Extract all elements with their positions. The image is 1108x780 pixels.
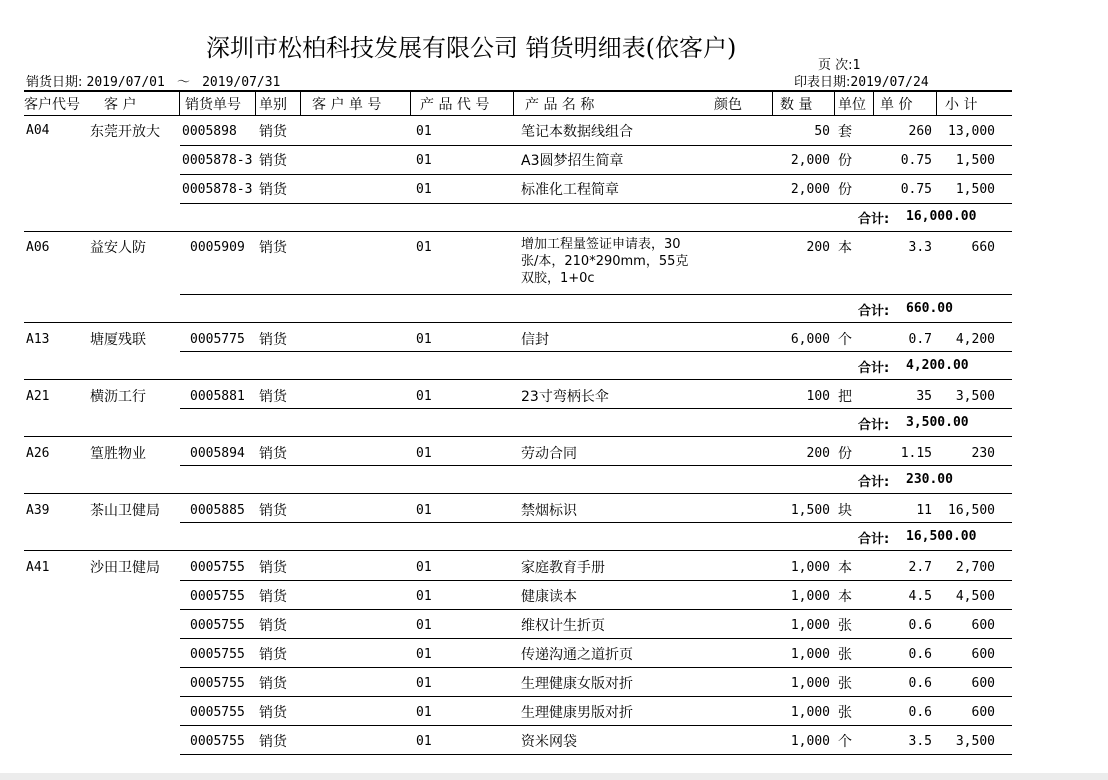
page-label: 页 次: bbox=[818, 58, 853, 73]
unit-price: 3.5 bbox=[908, 734, 932, 749]
quantity: 1,000 bbox=[790, 734, 830, 749]
product-name: 健康读本 bbox=[521, 589, 577, 605]
product-name: 生理健康女版对折 bbox=[521, 676, 633, 692]
row-rule bbox=[180, 638, 1012, 639]
line-amount: 4,200 bbox=[955, 332, 995, 347]
product-name: 标准化工程简章 bbox=[521, 182, 619, 198]
unit-price: 11 bbox=[916, 503, 932, 518]
unit: 本 bbox=[838, 240, 852, 256]
quantity: 1,000 bbox=[790, 647, 830, 662]
product-code: 01 bbox=[416, 503, 432, 518]
row-rule bbox=[180, 725, 1012, 726]
order-type: 销货 bbox=[259, 705, 287, 721]
col-header-qty: 数 量 bbox=[780, 97, 813, 113]
group-rule bbox=[24, 379, 1012, 380]
col-divider bbox=[834, 92, 835, 116]
customer-name: 茶山卫健局 bbox=[90, 503, 160, 519]
customer-name: 塘厦残联 bbox=[90, 332, 146, 348]
row-rule bbox=[180, 203, 1012, 204]
order-no: 0005775 bbox=[190, 332, 245, 347]
order-no: 0005755 bbox=[190, 647, 245, 662]
order-type: 销货 bbox=[259, 332, 287, 348]
row-rule bbox=[180, 408, 1012, 409]
row-rule bbox=[180, 609, 1012, 610]
row-rule bbox=[180, 145, 1012, 146]
order-type: 销货 bbox=[259, 389, 287, 405]
order-no: 0005898 bbox=[182, 124, 237, 139]
product-name: 23寸弯柄长伞 bbox=[521, 389, 609, 405]
quantity: 200 bbox=[806, 240, 830, 255]
customer-code: A06 bbox=[26, 240, 50, 255]
quantity: 1,000 bbox=[790, 705, 830, 720]
line-amount: 3,500 bbox=[955, 389, 995, 404]
col-header-price: 单 价 bbox=[880, 97, 913, 113]
col-header-order-no: 销货单号 bbox=[185, 97, 241, 113]
product-name: 维权计生折页 bbox=[521, 618, 605, 634]
customer-name: 横沥工行 bbox=[90, 389, 146, 405]
product-name: 禁烟标识 bbox=[521, 503, 577, 519]
col-header-product-name: 产 品 名 称 bbox=[525, 97, 595, 113]
subtotal-value: 16,000.00 bbox=[906, 209, 977, 224]
product-code: 01 bbox=[416, 332, 432, 347]
col-header-unit: 单位 bbox=[838, 97, 866, 113]
date-range bbox=[26, 71, 280, 90]
subtotal-value: 3,500.00 bbox=[906, 415, 969, 430]
unit: 份 bbox=[838, 153, 852, 169]
line-amount: 1,500 bbox=[955, 182, 995, 197]
order-no: 0005878-3 bbox=[182, 153, 253, 168]
order-no: 0005894 bbox=[190, 446, 245, 461]
customer-code: A39 bbox=[26, 503, 50, 518]
order-type: 销货 bbox=[259, 182, 287, 198]
order-no: 0005755 bbox=[190, 705, 245, 720]
quantity: 2,000 bbox=[790, 182, 830, 197]
customer-code: A13 bbox=[26, 332, 50, 347]
col-divider bbox=[772, 92, 773, 116]
quantity: 6,000 bbox=[790, 332, 830, 347]
col-header-product-code: 产 品 代 号 bbox=[420, 97, 490, 113]
row-rule bbox=[180, 351, 1012, 352]
subtotal-value: 4,200.00 bbox=[906, 358, 969, 373]
order-no: 0005909 bbox=[190, 240, 245, 255]
product-name: A3圆梦招生简章 bbox=[521, 153, 624, 169]
unit: 个 bbox=[838, 734, 852, 750]
unit-price: 1.15 bbox=[900, 446, 932, 461]
order-type: 销货 bbox=[259, 676, 287, 692]
unit: 块 bbox=[838, 503, 852, 519]
col-header-customer-code: 客户代号 bbox=[24, 97, 80, 113]
print-date-value: 2019/07/24 bbox=[850, 75, 929, 90]
product-code: 01 bbox=[416, 153, 432, 168]
unit-price: 0.6 bbox=[908, 647, 932, 662]
order-no: 0005755 bbox=[190, 734, 245, 749]
product-name: 资米网袋 bbox=[521, 734, 577, 750]
group-rule bbox=[24, 493, 1012, 494]
order-type: 销货 bbox=[259, 124, 287, 140]
row-rule bbox=[180, 522, 1012, 523]
unit-price: 3.3 bbox=[908, 240, 932, 255]
viewer-bottom-edge bbox=[0, 773, 1108, 780]
line-amount: 600 bbox=[971, 705, 995, 720]
col-header-type: 单别 bbox=[259, 97, 287, 113]
row-rule bbox=[180, 667, 1012, 668]
col-header-cust-order-no: 客 户 单 号 bbox=[312, 97, 382, 113]
unit: 本 bbox=[838, 560, 852, 576]
product-code: 01 bbox=[416, 676, 432, 691]
subtotal-label: 合计: bbox=[858, 475, 890, 490]
unit: 份 bbox=[838, 182, 852, 198]
subtotal-label: 合计: bbox=[858, 212, 890, 227]
subtotal-label: 合计: bbox=[858, 418, 890, 433]
product-code: 01 bbox=[416, 589, 432, 604]
group-rule bbox=[24, 322, 1012, 323]
unit: 份 bbox=[838, 446, 852, 462]
unit-price: 2.7 bbox=[908, 560, 932, 575]
order-type: 销货 bbox=[259, 503, 287, 519]
product-name: 笔记本数据线组合 bbox=[521, 124, 633, 140]
unit: 个 bbox=[838, 332, 852, 348]
line-amount: 660 bbox=[971, 240, 995, 255]
unit-price: 35 bbox=[916, 389, 932, 404]
line-amount: 1,500 bbox=[955, 153, 995, 168]
product-code: 01 bbox=[416, 182, 432, 197]
product-code: 01 bbox=[416, 389, 432, 404]
customer-name: 东莞开放大 bbox=[90, 124, 160, 140]
customer-code: A41 bbox=[26, 560, 50, 575]
print-date-label: 印表日期: bbox=[794, 75, 851, 90]
page-number: 1 bbox=[852, 58, 861, 73]
quantity: 100 bbox=[806, 389, 830, 404]
quantity: 1,500 bbox=[790, 503, 830, 518]
unit: 张 bbox=[838, 705, 852, 721]
line-amount: 230 bbox=[971, 446, 995, 461]
line-amount: 13,000 bbox=[948, 124, 995, 139]
unit: 把 bbox=[838, 389, 852, 405]
unit: 本 bbox=[838, 589, 852, 605]
product-name: 家庭教育手册 bbox=[521, 560, 605, 576]
col-divider bbox=[300, 92, 301, 116]
product-code: 01 bbox=[416, 705, 432, 720]
quantity: 1,000 bbox=[790, 589, 830, 604]
date-separator: ～ bbox=[176, 75, 190, 90]
header-rule-bottom bbox=[24, 115, 1012, 116]
quantity: 1,000 bbox=[790, 676, 830, 691]
col-divider bbox=[255, 92, 256, 116]
quantity: 1,000 bbox=[790, 560, 830, 575]
line-amount: 600 bbox=[971, 618, 995, 633]
product-name: 信封 bbox=[521, 332, 549, 348]
col-header-color: 颜色 bbox=[714, 97, 742, 113]
unit: 套 bbox=[838, 124, 852, 140]
product-name: 劳动合同 bbox=[521, 446, 577, 462]
col-divider bbox=[179, 92, 180, 116]
date-range-label: 销货日期: bbox=[26, 75, 83, 90]
order-type: 销货 bbox=[259, 446, 287, 462]
line-amount: 3,500 bbox=[955, 734, 995, 749]
unit-price: 4.5 bbox=[908, 589, 932, 604]
customer-code: A26 bbox=[26, 446, 50, 461]
product-name: 传递沟通之道折页 bbox=[521, 647, 633, 663]
customer-name: 益安人防 bbox=[90, 240, 146, 256]
row-rule bbox=[180, 465, 1012, 466]
product-code: 01 bbox=[416, 560, 432, 575]
subtotal-label: 合计: bbox=[858, 361, 890, 376]
line-amount: 2,700 bbox=[955, 560, 995, 575]
col-divider bbox=[410, 92, 411, 116]
order-no: 0005755 bbox=[190, 589, 245, 604]
subtotal-label: 合计: bbox=[858, 304, 890, 319]
order-type: 销货 bbox=[259, 560, 287, 576]
date-from: 2019/07/01 bbox=[86, 75, 165, 90]
unit: 张 bbox=[838, 618, 852, 634]
line-amount: 16,500 bbox=[948, 503, 995, 518]
order-no: 0005881 bbox=[190, 389, 245, 404]
group-rule bbox=[24, 550, 1012, 551]
unit-price: 0.75 bbox=[900, 153, 932, 168]
order-type: 销货 bbox=[259, 240, 287, 256]
order-type: 销货 bbox=[259, 734, 287, 750]
report-title: 深圳市松柏科技发展有限公司 销货明细表(依客户) bbox=[206, 34, 737, 62]
group-rule bbox=[24, 436, 1012, 437]
unit-price: 0.75 bbox=[900, 182, 932, 197]
order-type: 销货 bbox=[259, 618, 287, 634]
product-code: 01 bbox=[416, 124, 432, 139]
unit-price: 0.6 bbox=[908, 676, 932, 691]
order-type: 销货 bbox=[259, 153, 287, 169]
product-code: 01 bbox=[416, 647, 432, 662]
col-header-customer: 客 户 bbox=[104, 97, 137, 113]
product-name: 增加工程量签证申请表，30张/本，210*290mm，55克双胶，1+0c bbox=[521, 237, 689, 286]
order-no: 0005755 bbox=[190, 560, 245, 575]
order-type: 销货 bbox=[259, 647, 287, 663]
quantity: 200 bbox=[806, 446, 830, 461]
order-type: 销货 bbox=[259, 589, 287, 605]
date-to: 2019/07/31 bbox=[202, 75, 281, 90]
unit: 张 bbox=[838, 676, 852, 692]
header-rule-top bbox=[24, 90, 1012, 92]
group-rule bbox=[24, 231, 1012, 232]
unit-price: 0.7 bbox=[908, 332, 932, 347]
row-rule bbox=[180, 754, 1012, 755]
customer-name: 沙田卫健局 bbox=[90, 560, 160, 576]
customer-name: 篁胜物业 bbox=[90, 446, 146, 462]
line-amount: 600 bbox=[971, 647, 995, 662]
line-amount: 4,500 bbox=[955, 589, 995, 604]
order-no: 0005755 bbox=[190, 618, 245, 633]
subtotal-value: 16,500.00 bbox=[906, 529, 977, 544]
col-divider bbox=[936, 92, 937, 116]
customer-code: A04 bbox=[26, 123, 50, 138]
quantity: 50 bbox=[814, 124, 830, 139]
row-rule bbox=[180, 174, 1012, 175]
product-code: 01 bbox=[416, 240, 432, 255]
line-amount: 600 bbox=[971, 676, 995, 691]
col-divider bbox=[873, 92, 874, 116]
quantity: 2,000 bbox=[790, 153, 830, 168]
product-code: 01 bbox=[416, 734, 432, 749]
row-rule bbox=[180, 696, 1012, 697]
unit-price: 0.6 bbox=[908, 705, 932, 720]
subtotal-label: 合计: bbox=[858, 532, 890, 547]
customer-code: A21 bbox=[26, 389, 50, 404]
order-no: 0005755 bbox=[190, 676, 245, 691]
order-no: 0005885 bbox=[190, 503, 245, 518]
print-date bbox=[794, 71, 929, 90]
subtotal-value: 660.00 bbox=[906, 301, 953, 316]
unit-price: 260 bbox=[908, 124, 932, 139]
product-code: 01 bbox=[416, 446, 432, 461]
col-header-subtotal: 小 计 bbox=[945, 97, 978, 113]
product-code: 01 bbox=[416, 618, 432, 633]
product-name: 生理健康男版对折 bbox=[521, 705, 633, 721]
order-no: 0005878-3 bbox=[182, 182, 253, 197]
quantity: 1,000 bbox=[790, 618, 830, 633]
row-rule bbox=[180, 294, 1012, 295]
subtotal-value: 230.00 bbox=[906, 472, 953, 487]
unit: 张 bbox=[838, 647, 852, 663]
col-divider bbox=[513, 92, 514, 116]
unit-price: 0.6 bbox=[908, 618, 932, 633]
row-rule bbox=[180, 580, 1012, 581]
